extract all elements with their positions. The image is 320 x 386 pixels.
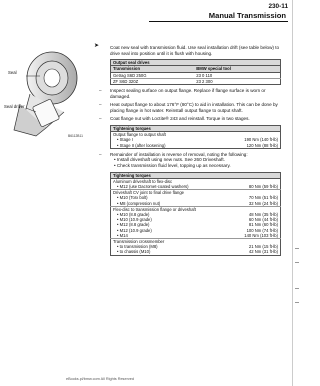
torque-label: • M14 [117, 232, 128, 238]
big-table-title: Tightening torques [111, 172, 281, 178]
drift-table-title: Output seal drives [111, 60, 281, 66]
torque-label: • M10 (10.9 grade) [117, 217, 152, 223]
torque-table-title: Tightening torques [111, 125, 281, 131]
torque-item: M8 (compression nut) [119, 200, 161, 206]
drift-cell: 23 0 110 [196, 72, 213, 78]
torque-item: M10 (8.8 grade) [119, 211, 150, 217]
flange-torque-table [110, 125, 281, 149]
torque-item: M12 (10.9 grade) [119, 227, 152, 233]
torque-label: • M12 (8.8 grade) [117, 222, 150, 228]
intro-text: Coat new seal with transmission fluid. Use seal installation drift (see table below) to drive seal into position until it is flush with housing. [110, 45, 280, 56]
torque-value: 70 Nm (51 ft-lb) [248, 195, 278, 201]
bullet-text: Check transmission fluid level, topping up as necessary. [116, 162, 231, 168]
seal-drift-drawing [6, 42, 88, 138]
seal-installation-illustration [6, 42, 88, 138]
procedure-column [94, 42, 281, 256]
drift-cell: 23 2 300 [194, 78, 280, 84]
drift-cell: ZF S6D 320Z [111, 78, 195, 84]
step-text: Inspect sealing surface on output flange. Replace if flange surface is worn or damaged. [110, 88, 266, 99]
torque-label: • Stage II (after loosening) [117, 142, 166, 148]
bullet-list [105, 157, 281, 168]
pointer-arrow-icon: ➤ [94, 43, 100, 49]
torque-value: 48 Nm (35 ft-lb) [248, 211, 278, 217]
torque-label: • M10 (8.8 grade) [117, 211, 150, 217]
torque-value: 190 Nm (140 ft-lb) [244, 137, 278, 143]
output-seal-drives-table [110, 59, 281, 85]
torque-item: to transmission (M8) [119, 244, 158, 250]
figure-id: B6112B11 [68, 134, 83, 138]
table-row [111, 143, 281, 149]
torque-item: M14 [119, 232, 128, 238]
torque-value: 120 Nm (88 ft-lb) [246, 142, 278, 148]
step-inspect: – Inspect sealing surface on output flange. Replace if flange surface is worn or damaged. [99, 88, 266, 99]
torque-label: • M8 (compression nut) [117, 200, 161, 206]
torque-stage: Stage II (after loosening) [119, 142, 166, 148]
seal-driver-label: Seal driver [4, 104, 25, 109]
section-heading-cell: Transmission crossmember [111, 239, 281, 245]
seal-label: Seal [8, 70, 17, 75]
bullet-text: Install driveshaft using new nuts. See 260 Driveshaft. [116, 157, 225, 163]
list-item: • Check transmission fluid level, topping up as necessary. [114, 162, 231, 168]
torque-item: M12 (use Dacromet-coated washers) [119, 183, 189, 189]
torque-item: to chassis (M10) [119, 249, 151, 255]
page-number: 230-11 [268, 3, 288, 10]
drift-col-transmission: Transmission [111, 66, 195, 72]
step-coat-nut: – Coat flange nut with Loctite® 243 and reinstall. Torque in two stages. [99, 116, 250, 122]
driveshaft-torque-table [110, 172, 281, 256]
list-item: • Install driveshaft using new nuts. See 260 Driveshaft. [114, 157, 225, 163]
torque-label: • M12 (10.9 grade) [117, 227, 152, 233]
torque-label: • to chassis (M10) [117, 249, 151, 255]
intro-step [94, 43, 281, 56]
torque-label: • M12 (use Dacromet-coated washers) [117, 183, 189, 189]
section-header: Manual Transmission [149, 11, 288, 22]
torque-value: 60 Nm (44 ft-lb) [248, 217, 278, 223]
torque-item: M10 (Torx bolt) [119, 195, 148, 201]
torque-value: 81 Nm (60 ft-lb) [248, 222, 278, 228]
step-text: Heat output flange to about 176°F (80°C) to aid in installation. This can be done by placing flange in hot water. Reinstall output flange to output shaft. [110, 102, 278, 113]
torque-label: • M10 (Torx bolt) [117, 195, 148, 201]
torque-item: M10 (10.9 grade) [119, 217, 152, 223]
torque-label: • to transmission (M8) [117, 244, 158, 250]
torque-stage: Stage I [119, 137, 133, 143]
table-row [111, 78, 281, 84]
torque-value: 21 Nm (15 ft-lb) [248, 244, 278, 250]
torque-value: 140 Nm (103 ft-lb) [244, 232, 278, 238]
step-remainder: – Remainder of installation is reverse of removal, noting the following: [99, 151, 248, 157]
footer-text: eBooks.pl/bmw.com All Rights Reserved [66, 377, 134, 381]
drift-col-tool: BMW special tool [194, 66, 280, 72]
step-heat-flange: – Heat output flange to about 176°F (80°C) to aid in installation. This can be done by placing flange in hot water. Reinstall output flange to output shaft. [99, 102, 278, 113]
torque-item: M12 (8.8 grade) [119, 222, 150, 228]
section-heading-cell: Driveshaft CV joint to final drive flange [111, 190, 281, 196]
drift-cell: Getrag S6D 250G [113, 72, 147, 78]
torque-value: 42 Nm (31 ft-lb) [248, 249, 278, 255]
page-edge [292, 0, 300, 386]
torque-value: 100 Nm (74 ft-lb) [246, 227, 278, 233]
step-text: Coat flange nut with Loctite® 243 and reinstall. Torque in two stages. [110, 116, 250, 122]
torque-value: 32 Nm (24 ft-lb) [248, 200, 278, 206]
torque-value: 80 Nm (59 ft-lb) [248, 183, 278, 189]
section-heading-cell: Flex-disc to transmission flange or driveshaft [111, 206, 281, 212]
table-row [111, 249, 281, 255]
torque-label: • Stage I [117, 137, 133, 143]
torque-subtitle: Output flange to output shaft [113, 132, 166, 138]
section-heading-cell: Aluminum driveshaft to flex-disc [113, 178, 173, 184]
step-text: Remainder of installation is reverse of removal, noting the following: [110, 151, 248, 157]
